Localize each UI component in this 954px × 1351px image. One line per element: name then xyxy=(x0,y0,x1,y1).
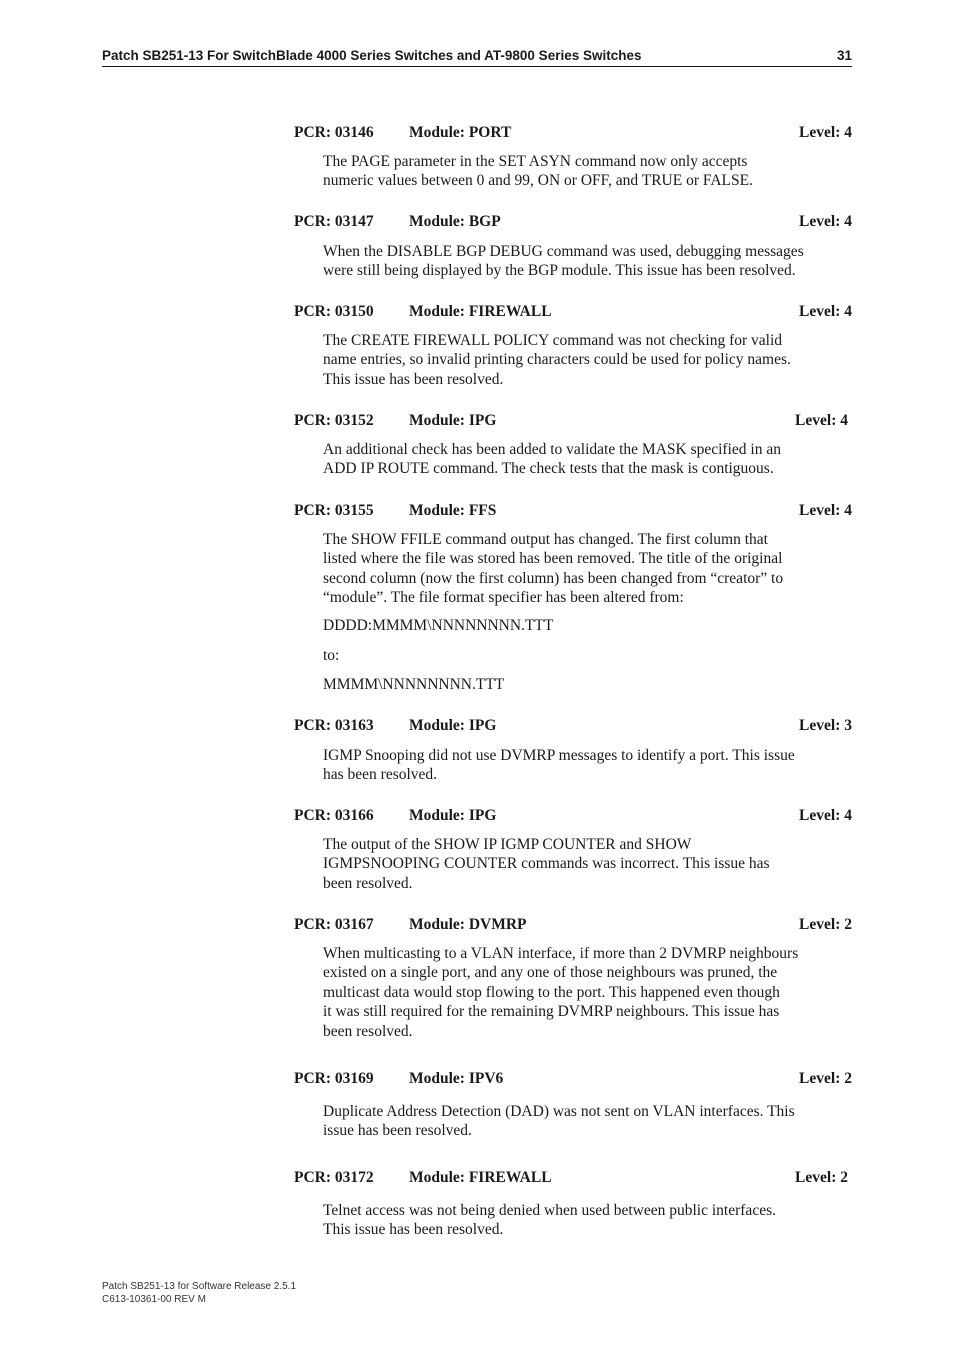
pcr-module: Module: FIREWALL xyxy=(409,1169,552,1186)
pcr-level: Level: 4 xyxy=(799,502,852,519)
pcr-level: Level: 2 xyxy=(799,1070,852,1087)
pcr-heading xyxy=(294,717,852,737)
pcr-number: PCR: 03169 xyxy=(294,1070,374,1087)
pcr-description: The output of the SHOW IP IGMP COUNTER and SHOW IGMPSNOOPING COUNTER commands was incorrect. This issue has been resolved. xyxy=(323,836,770,892)
pcr-entry xyxy=(294,717,852,784)
pcr-entry xyxy=(294,1070,852,1140)
pcr-heading xyxy=(294,213,852,233)
page-header xyxy=(102,48,852,67)
pcr-description: The SHOW FFILE command output has changed. The first column that listed where the file was stored has been removed. The title of the original second column (now the first column) has been changed from “creator” to “module”. The file format specifier has been altered from: xyxy=(323,531,784,607)
pcr-entry xyxy=(294,916,852,1040)
pcr-number: PCR: 03150 xyxy=(294,303,374,320)
pcr-heading xyxy=(294,502,852,522)
pcr-level: Level: 4 xyxy=(799,807,852,824)
pcr-description: Duplicate Address Detection (DAD) was not sent on VLAN interfaces. This issue has been resolved. xyxy=(323,1103,795,1140)
pcr-level: Level: 4 xyxy=(799,303,852,320)
pcr-number: PCR: 03163 xyxy=(294,717,374,734)
pcr-entry xyxy=(294,303,852,388)
pcr-description: IGMP Snooping did not use DVMRP messages to identify a port. This issue has been resolved. xyxy=(323,747,795,784)
file-format-before: DDDD:MMMM\NNNNNNNN.TTT xyxy=(323,617,554,634)
pcr-entry xyxy=(294,213,852,280)
pcr-level: Level: 2 xyxy=(799,916,852,933)
pcr-description: Telnet access was not being denied when used between public interfaces. This issue has been resolved. xyxy=(323,1202,776,1239)
pcr-entry xyxy=(294,1169,852,1239)
pcr-entry xyxy=(294,124,852,190)
pcr-module: Module: FFS xyxy=(409,502,497,519)
pcr-level: Level: 4 xyxy=(795,412,848,429)
pcr-module: Module: PORT xyxy=(409,124,512,141)
footer-doc-number: C613-10361-00 REV M xyxy=(102,1293,206,1305)
pcr-description: An additional check has been added to validate the MASK specified in an ADD IP ROUTE command. The check tests that the mask is contiguous. xyxy=(323,441,781,478)
pcr-entry xyxy=(294,807,852,892)
footer-release: Patch SB251-13 for Software Release 2.5.1 xyxy=(102,1281,297,1292)
pcr-level: Level: 3 xyxy=(799,717,852,734)
pcr-number: PCR: 03147 xyxy=(294,213,374,230)
pcr-heading xyxy=(294,1169,852,1189)
file-format-after: MMMM\NNNNNNNN.TTT xyxy=(323,676,505,693)
pcr-heading xyxy=(294,303,852,323)
pcr-level: Level: 2 xyxy=(795,1169,848,1186)
header-title: Patch SB251-13 For SwitchBlade 4000 Series Switches and AT-9800 Series Switches xyxy=(102,48,642,63)
pcr-number: PCR: 03167 xyxy=(294,916,374,933)
pcr-number: PCR: 03166 xyxy=(294,807,374,824)
pcr-module: Module: IPG xyxy=(409,717,497,734)
pcr-level: Level: 4 xyxy=(799,124,852,141)
pcr-description: When multicasting to a VLAN interface, if more than 2 DVMRP neighbours existed on a single port, and any one of those neighbours was pruned, the multicast data would stop flowing to the port. This happened even though it was still required for the remaining DVMRP neighbours. This issue has been resolved. xyxy=(323,945,799,1040)
pcr-level: Level: 4 xyxy=(799,213,852,230)
pcr-module: Module: IPV6 xyxy=(409,1070,504,1087)
pcr-entry xyxy=(294,502,852,693)
pcr-heading xyxy=(294,412,852,432)
pcr-module: Module: IPG xyxy=(409,412,497,429)
pcr-number: PCR: 03172 xyxy=(294,1169,374,1186)
pcr-module: Module: FIREWALL xyxy=(409,303,552,320)
pcr-number: PCR: 03146 xyxy=(294,124,374,141)
pcr-number: PCR: 03152 xyxy=(294,412,374,429)
pcr-description: The PAGE parameter in the SET ASYN command now only accepts numeric values between 0 and 99, ON or OFF, and TRUE or FALSE. xyxy=(323,153,753,190)
page-footer xyxy=(102,1281,296,1306)
pcr-number: PCR: 03155 xyxy=(294,502,374,519)
pcr-description: The CREATE FIREWALL POLICY command was not checking for valid name entries, so invalid printing characters could be used for policy names. This issue has been resolved. xyxy=(323,332,791,388)
pcr-heading xyxy=(294,124,852,144)
pcr-heading xyxy=(294,916,852,936)
pcr-heading xyxy=(294,807,852,827)
page-number: 31 xyxy=(836,48,852,63)
pcr-module: Module: IPG xyxy=(409,807,497,824)
pcr-module: Module: BGP xyxy=(409,213,501,230)
pcr-heading xyxy=(294,1070,852,1090)
pcr-module: Module: DVMRP xyxy=(409,916,527,933)
pcr-description: When the DISABLE BGP DEBUG command was used, debugging messages were still being displayed by the BGP module. This issue has been resolved. xyxy=(323,243,804,280)
format-transition-text: to: xyxy=(323,647,340,664)
pcr-entry xyxy=(294,412,852,478)
